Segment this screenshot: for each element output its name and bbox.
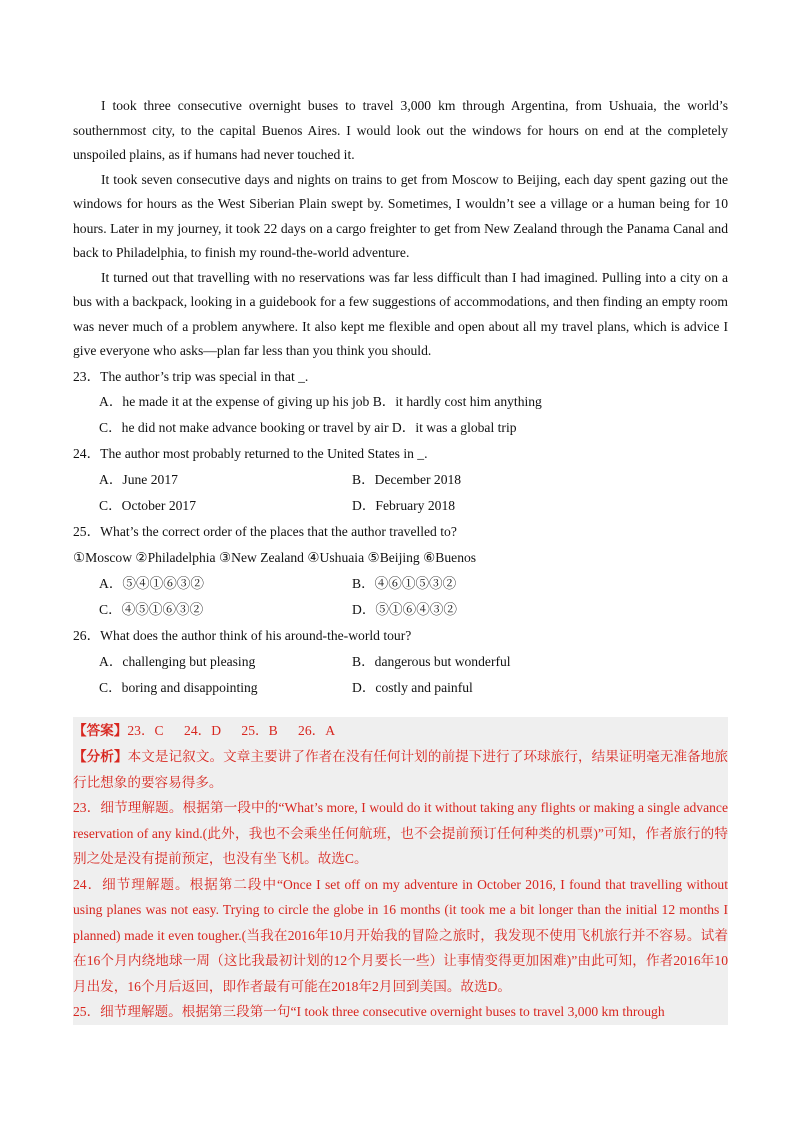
question-24: [73, 441, 728, 519]
question-26-stem: 26．What does the author think of his around-the-world tour?: [73, 627, 412, 643]
question-26-option-a: A．challenging but pleasing: [99, 653, 256, 669]
question-24-stem: 24．The author most probably returned to the United States in _.: [73, 445, 428, 461]
question-24-option-a: A．June 2017: [99, 471, 178, 487]
question-25-option-c: C．④⑤①⑥③②: [99, 601, 204, 617]
answer-keys: 23．C 24．D 25．B 26．A: [127, 722, 336, 738]
question-23-stem: 23．The author’s trip was special in that _.: [73, 368, 309, 384]
question-25: [73, 519, 728, 623]
question-25-option-a: A．⑤④①⑥③②: [99, 575, 204, 591]
passage-paragraph-1: I took three consecutive overnight buses to travel 3,000 km through Argentina, from Ushuaia, the world’s southernmost city, to the capital Buenos Aires. I would look out the windows for hours on end at the completely unspoiled plains, as if humans had never touched it.: [73, 98, 728, 162]
question-25-stem: 25．What’s the correct order of the places that the author travelled to?: [73, 523, 457, 539]
content-area: [73, 94, 728, 1025]
passage-paragraph-3: It turned out that travelling with no reservations was far less difficult than I had imagined. Pulling into a city on a bus with a backpack, looking in a guidebook for a few suggestions of accommodations, and then finding an empty room was never much of a problem anywhere. It also kept me flexible and open about all my travel plans, which is advice I give everyone who asks—plan far less than you think you should.: [73, 269, 728, 358]
answer-section: [73, 717, 728, 1025]
question-25-option-b: B．④⑥①⑤③②: [352, 575, 457, 591]
question-24-option-c: C．October 2017: [99, 497, 197, 513]
question-23: [73, 364, 728, 441]
passage-paragraph-2: It took seven consecutive days and nights on trains to get from Moscow to Beijing, each day spent gazing out the windows for hours as the West Siberian Plain swept by. Sometimes, I wouldn’t see a village or a human being for 10 hours. Later in my journey, it took 22 days on a cargo freighter to get from New Zealand through the Panama Canal and back to Philadelphia, to finish my round-the-world adventure.: [73, 171, 728, 260]
question-25-places: ①Moscow ②Philadelphia ③New Zealand ④Ushuaia ⑤Beijing ⑥Buenos: [73, 549, 477, 565]
question-26-option-b: B．dangerous but wonderful: [352, 653, 511, 669]
analysis-paragraph: [73, 744, 728, 795]
answer-keys-line: [73, 717, 728, 745]
explanation-24: 24．细节理解题。根据第二段中“Once I set off on my adventure in October 2016, I found that travelling without using planes was not easy. Trying to circle the globe in 16 months (it took me a bit longer than the initial 12 months I planned) made it even tougher.(当我在2016年10月开始我的冒险之旅时，我发现不使用飞机旅行并不容易。试着在16个月内绕地球一周（这比我最初计划的12个月要长一些）让事情变得更加困难)”由此可知，作者2016年10月出发，16个月后返回，即作者最有可能在2018年2月回到美国。故选D。: [73, 876, 728, 994]
question-26-option-d: D．costly and painful: [352, 679, 473, 695]
analysis-tag: 【分析】: [73, 749, 128, 764]
explanation-23: 23．细节理解题。根据第一段中的“What’s more, I would do it without taking any flights or making a single advance reservation of any kind.(此外，我也不会乘坐任何航班，也不会提前预订任何种类的机票)”可知，作者旅行的特别之处是没有提前预定，也没有坐飞机。故选C。: [73, 800, 728, 866]
question-26: [73, 623, 728, 701]
question-23-options-line-1: A．he made it at the expense of giving up his job B．it hardly cost him anything: [99, 393, 542, 409]
explanation-25: 25．细节理解题。根据第三段第一句“I took three consecutive overnight buses to travel 3,000 km through: [73, 1004, 665, 1019]
question-24-option-b: B．December 2018: [352, 471, 462, 487]
question-25-option-d: D．⑤①⑥④③②: [352, 601, 457, 617]
analysis-text: 本文是记叙文。文章主要讲了作者在没有任何计划的前提下进行了环球旅行，结果证明毫无准备地旅行比想象的要容易得多。: [73, 749, 729, 790]
question-24-option-d: D．February 2018: [352, 497, 456, 513]
question-23-options-line-2: C．he did not make advance booking or travel by air D．it was a global trip: [99, 419, 517, 435]
answer-tag: 【答案】: [73, 722, 128, 738]
question-26-option-c: C．boring and disappointing: [99, 679, 258, 695]
